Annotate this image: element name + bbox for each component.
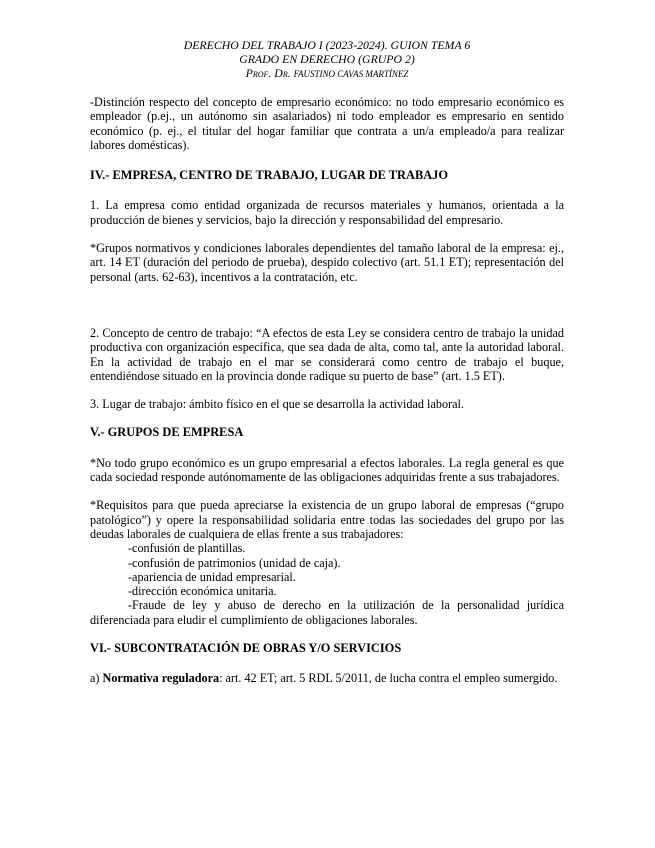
item-letter-a: a)	[90, 671, 100, 686]
subcontratacion-paragraph-a	[90, 671, 564, 685]
header-professor-name: FAUSTINO CAVAS MARTÍNEZ	[293, 69, 409, 79]
header-degree: GRADO EN DERECHO (GRUPO 2)	[239, 52, 415, 66]
intro-paragraph: -Distinción respecto del concepto de empresario económico: no todo empresario económico es empleador (p.ej., un autónomo sin asalariados) ni todo empleador es empresario en sentido económico (p. ej., el titular del hogar familiar que contrata a un/a empleado/a para realizar labores domésticas).	[90, 95, 564, 152]
grupos-paragraph-2: *Requisitos para que pueda apreciarse la existencia de un grupo laboral de empresas (“grupo patológico”) y opere la responsabilidad solidaria entre todas las sociedades del grupo por las deudas laborales de cualquiera de ellas frente a sus trabajadores:	[90, 498, 564, 541]
empresa-paragraph-3: 2. Concepto de centro de trabajo: “A efectos de esta Ley se considera centro de trabajo la unidad productiva con organización específica, que sea dada de alta, como tal, ante la autoridad laboral. En la actividad de trabajo en el mar se considerará como centro de trabajo el buque, entendiéndose situado en la provincia donde radique su puerto de base” (art. 1.5 ET).	[90, 325, 564, 383]
empresa-paragraph-4: 3. Lugar de trabajo: ámbito físico en el que se desarrolla la actividad laboral.	[90, 397, 464, 412]
header-course-title: DERECHO DEL TRABAJO I (2023-2024). GUION TEMA 6	[183, 38, 471, 52]
empresa-paragraph-1: 1. La empresa como entidad organizada de recursos materiales y humanos, orientada a la producción de bienes y servicios, bajo la dirección y responsabilidad del empresario.	[90, 198, 564, 227]
list-item: -apariencia de unidad empresarial.	[128, 569, 296, 584]
section-title-empresa: IV.- EMPRESA, CENTRO DE TRABAJO, LUGAR DE TRABAJO	[90, 168, 449, 183]
list-item: -confusión de patrimonios (unidad de caja).	[128, 555, 341, 570]
list-item: -confusión de plantillas.	[128, 541, 246, 556]
section-title-grupos: V.- GRUPOS DE EMPRESA	[90, 425, 244, 440]
section-title-subcontratacion: VI.- SUBCONTRATACIÓN DE OBRAS Y/O SERVICIOS	[90, 641, 402, 656]
list-item: -dirección económica unitaria.	[128, 584, 277, 599]
normativa-label: Normativa reguladora	[102, 671, 220, 686]
grupos-paragraph-1: *No todo grupo económico es un grupo empresarial a efectos laborales. La regla general es que cada sociedad responde autónomamente de las obligaciones adquiridas frente a sus trabajadores.	[90, 455, 564, 485]
document-page	[90, 38, 564, 686]
empresa-paragraph-2: *Grupos normativos y condiciones laborales dependientes del tamaño laboral de la empresa: ej., art. 14 ET (duración del periodo de prueba), despido colectivo (art. 51.1 ET); representación del personal (arts. 62-63), incentivos a la contratación, etc.	[90, 241, 564, 284]
header-professor-prefix: Prof. Dr.	[245, 66, 291, 80]
list-item-fraude: -Fraude de ley y abuso de derecho en la utilización de la personalidad jurídica diferenciada para eludir el cumplimiento de obligaciones laborales.	[90, 598, 564, 627]
normativa-text: : art. 42 ET; art. 5 RDL 5/2011, de lucha contra el empleo sumergido.	[219, 671, 558, 686]
document-header	[90, 38, 564, 81]
header-professor	[90, 66, 564, 81]
